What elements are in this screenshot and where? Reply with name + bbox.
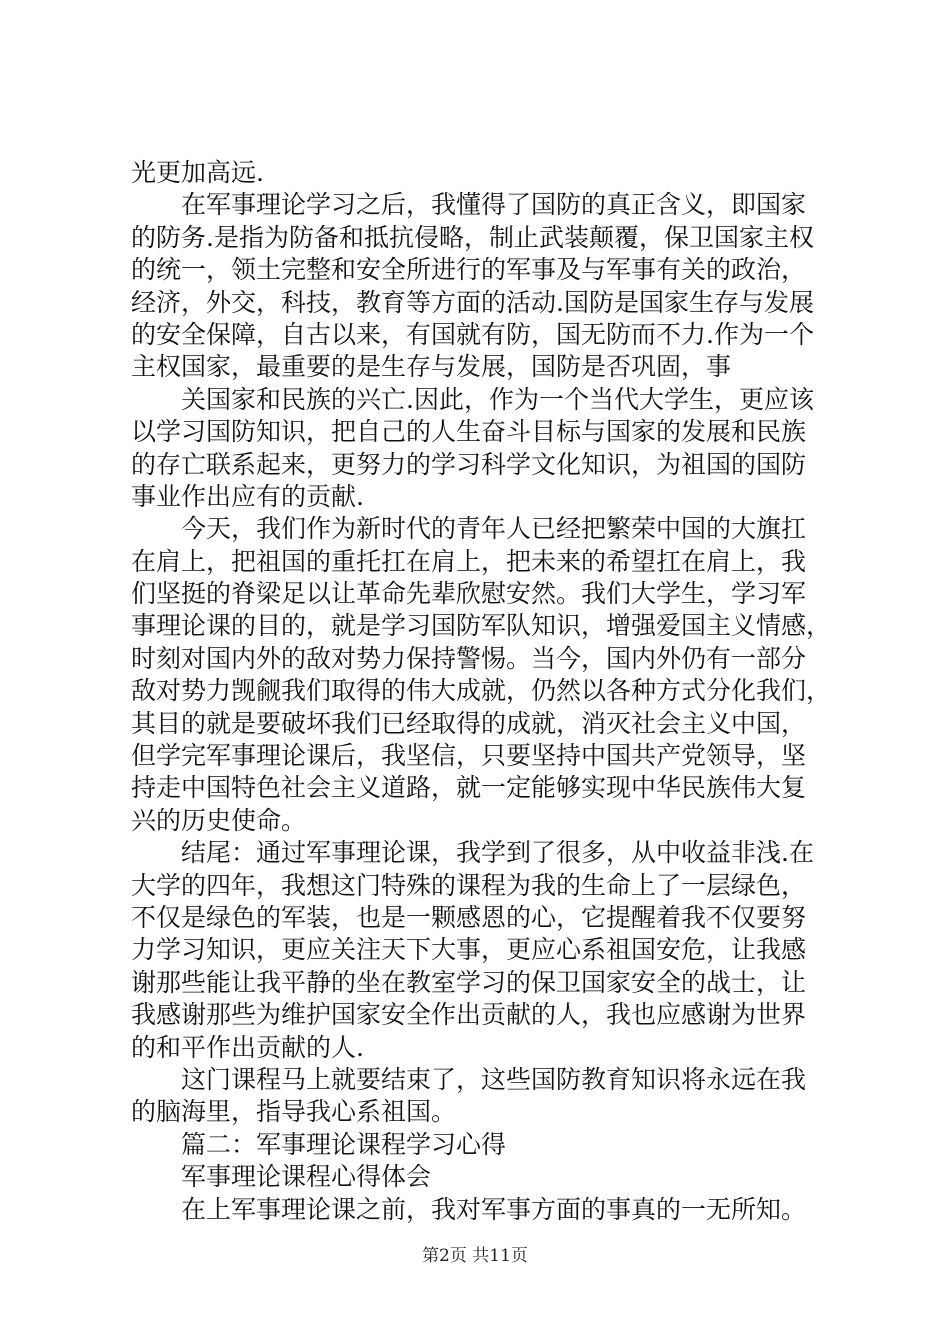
text-line: 事业作出应有的贡献. [131, 481, 364, 511]
text-line: 时刻对国内外的敌对势力保持警惕。当今，国内外仍有一部分 [131, 643, 807, 673]
text-line: 但学完军事理论课后，我坚信，只要坚持中国共产党领导，坚 [131, 741, 807, 771]
text-line: 的防务.是指为防备和抵抗侵略，制止武装颠覆，保卫国家主权 [131, 222, 814, 252]
body-text [131, 157, 843, 1226]
text-line: 篇二：军事理论课程学习心得 [181, 1129, 507, 1159]
text-line: 结尾：通过军事理论课，我学到了很多，从中收益非浅.在 [181, 838, 814, 868]
text-line: 其目的就是要破坏我们已经取得的成就，消灭社会主义中国， [131, 708, 807, 738]
text-line: 事理论课的目的，就是学习国防军队知识，增强爱国主义情感， [131, 611, 832, 641]
text-line: 兴的历史使命。 [131, 805, 307, 835]
text-line: 的和平作出贡献的人. [131, 1032, 364, 1062]
text-line: 持走中国特色社会主义道路，就一定能够实现中华民族伟大复 [131, 773, 807, 803]
text-line: 不仅是绿色的军装，也是一颗感恩的心，它提醒着我不仅要努 [131, 902, 807, 932]
text-line: 关国家和民族的兴亡.因此，作为一个当代大学生，更应该 [181, 384, 814, 414]
text-line: 的脑海里，指导我心系祖国。 [131, 1097, 457, 1127]
text-line: 在上军事理论课之前，我对军事方面的事真的一无所知。 [181, 1194, 807, 1224]
text-line: 这门课程马上就要结束了，这些国防教育知识将永远在我 [181, 1064, 807, 1094]
text-line: 的存亡联系起来，更努力的学习科学文化知识，为祖国的国防 [131, 449, 807, 479]
text-line: 谢那些能让我平静的坐在教室学习的保卫国家安全的战士，让 [131, 967, 807, 997]
text-line: 我感谢那些为维护国家安全作出贡献的人，我也应感谢为世界 [131, 1000, 807, 1030]
text-line: 的安全保障，自古以来，有国就有防，国无防而不力.作为一个 [131, 319, 814, 349]
text-line: 经济，外交，科技，教育等方面的活动.国防是国家生存与发展 [131, 287, 814, 317]
text-line: 光更加高远. [131, 158, 264, 187]
text-line: 力学习知识，更应关注天下大事，更应心系祖国安危，让我感 [131, 935, 807, 965]
page-number-footer: 第2页 共11页 [422, 1246, 528, 1266]
text-line: 今天，我们作为新时代的青年人已经把繁荣中国的大旗扛 [181, 514, 807, 544]
text-line: 在肩上，把祖国的重托扛在肩上，把未来的希望扛在肩上，我 [131, 546, 807, 576]
text-line: 的统一，领土完整和安全所进行的军事及与军事有关的政治， [131, 255, 807, 285]
text-line: 大学的四年，我想这门特殊的课程为我的生命上了一层绿色， [131, 870, 807, 900]
text-line: 军事理论课程心得体会 [181, 1162, 432, 1192]
text-line: 敌对势力觊觎我们取得的伟大成就，仍然以各种方式分化我们， [131, 676, 832, 706]
text-line: 以学习国防知识，把自己的人生奋斗目标与国家的发展和民族 [131, 417, 807, 447]
text-line: 们坚挺的脊梁足以让革命先辈欣慰安然。我们大学生，学习军 [131, 579, 807, 609]
text-line: 主权国家，最重要的是生存与发展，国防是否巩固，事 [131, 352, 732, 382]
text-line: 在军事理论学习之后，我懂得了国防的真正含义，即国家 [181, 190, 807, 220]
